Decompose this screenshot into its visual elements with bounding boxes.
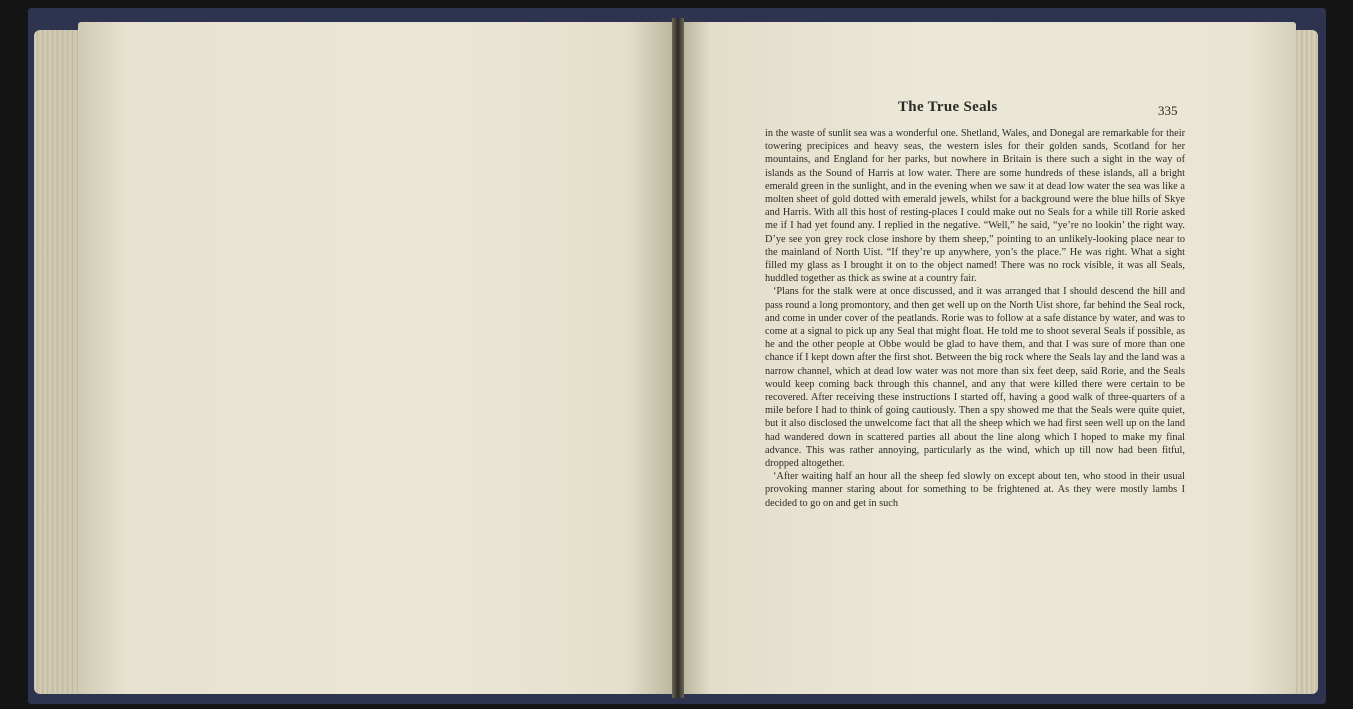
paragraph-1: in the waste of sunlit sea was a wonderful one. Shetland, Wales, and Donegal are remarkable for their towering precipices and heavy seas, the western isles for their golden sands, Scotland for her mountains, and England for her parks, but nowhere in Britain is there such a sight in the way of islands as the Sound of Harris at low water. There are some hundreds of these islands, all a bright emerald green in the sunlight, and in the evening when we saw it at dead low water the sea was like a molten sheet of gold dotted with emerald jewels, whilst for a background were the blue hills of Skye and Harris. With all this host of resting-places I could make out no Seals for a while till Rorie asked me if I had yet found any. I replied in the negative. “Well,” he said, “ye’re no lookin’ the right way. D’ye see yon grey rock close inshore by them sheep,” pointing to an unlikely-looking place near to the mainland of North Uist. “If they’re up anywhere, yon’s the place.” He was right. What a sight filled my glass as I brought it on to the object named! There was no rock visible, it was all Seals, huddled together as thick as swine at a country fair. (765, 128, 1185, 285)
book-gutter (672, 18, 684, 698)
left-page-blank (78, 22, 676, 694)
page-number: 335 (1158, 103, 1178, 118)
body-text (765, 127, 1185, 567)
paragraph-2: ‘Plans for the stalk were at once discussed, and it was arranged that I should descend the hill and pass round a long promontory, and then get well up on the North Uist shore, far behind the Seal rock, and come in under cover of the peatlands. Rorie was to follow at a safe distance by water, and was to come at a signal to pick up any Seal that might float. He told me to shoot several Seals if possible, as he and the other people at Obbe would be glad to have them, and that I was sure of more than one chance if I kept down after the first shot. Between the big rock where the Seals lay and the land was a narrow channel, which at dead low water was not more than six feet deep, said Rorie, and the Seals would keep coming back through this channel, and any that were killed there were certain to be recovered. After receiving these instructions I started off, having a good walk of three-quarters of a mile before I had to think of going cautiously. Then a spy showed me that the Seals were quite quiet, but it also disclosed the unwelcome fact that all the sheep which we had first seen well up on the land had wandered down in scattered parties all about the line along which I hoped to make my final advance. This was rather annoying, particularly as the wind, which up till now had been fitful, dropped altogether. (765, 286, 1185, 470)
page-edges-left (34, 30, 80, 694)
running-head: The True Seals (898, 99, 998, 115)
paragraph-3: ‘After waiting half an hour all the sheep fed slowly on except about ten, who stood in their usual provoking manner staring about for something to be frightened at. As they were mostly lambs I decided to go on and get in such (765, 471, 1185, 509)
